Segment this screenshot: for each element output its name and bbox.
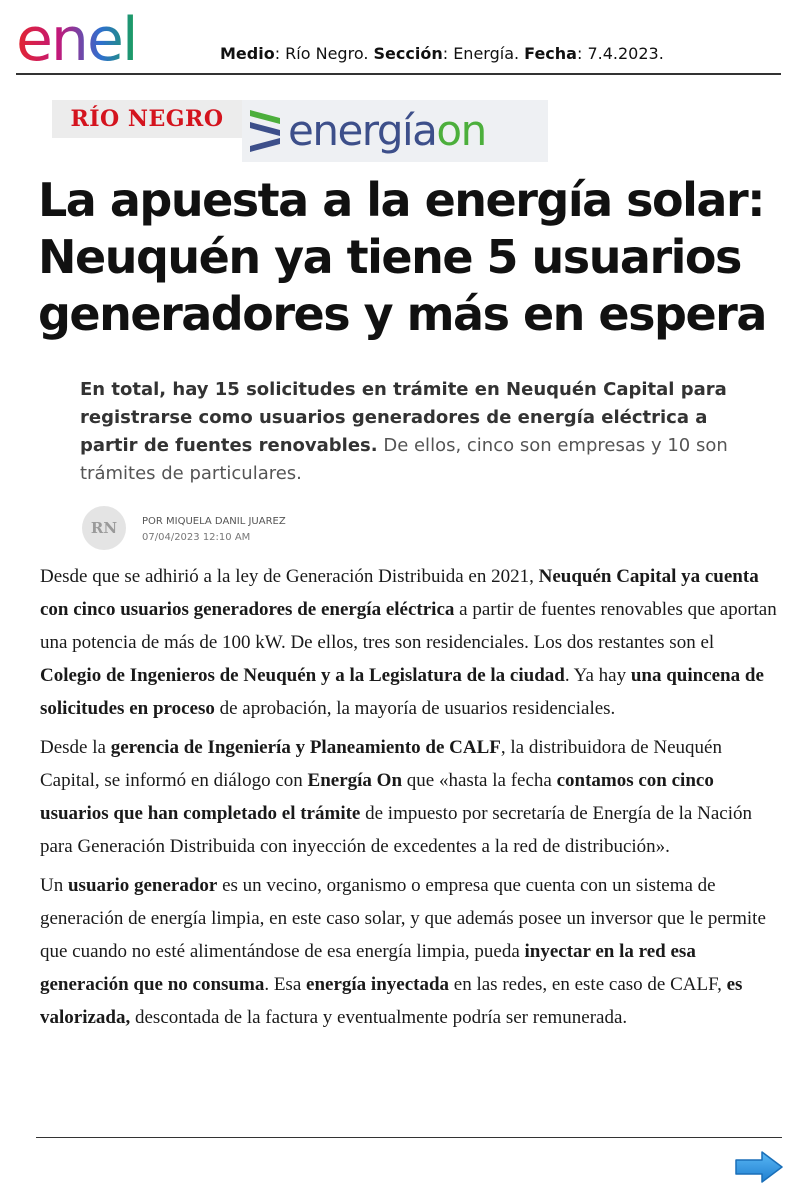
author-avatar: RN [82, 506, 126, 550]
article-lead [80, 376, 740, 488]
text-run: que «hasta la fecha [402, 770, 557, 791]
bold-run: es valorizada, [40, 974, 743, 1028]
paragraph-1 [40, 560, 780, 725]
medio-label: Medio [220, 44, 275, 63]
enel-logo-text: enel [16, 6, 137, 68]
text-run: es un vecino, organismo o empresa que cuenta con un sistema de generación de energía limpia, en este caso solar, y que además posee un inversor que le permite que cuando no esté alimentándose de esa energía limpia, pueda [40, 875, 766, 962]
lead-rest: De ellos, cinco son empresas y 10 son trámites de particulares. [80, 435, 728, 484]
text-run: de impuesto por secretaría de Energía de la Nación para Generación Distribuida con inyección de excedentes a la red de distribución». [40, 803, 752, 857]
bold-run: gerencia de Ingeniería y Planeamiento de CALF [110, 737, 501, 758]
text-run: descontada de la factura y eventualmente podría ser remunerada. [130, 1007, 628, 1028]
enel-logo [16, 6, 180, 68]
paragraph-2 [40, 731, 780, 863]
fecha-value: : 7.4.2023. [576, 44, 664, 63]
arrow-right-icon[interactable] [734, 1150, 784, 1184]
text-run: de aprobación, la mayoría de usuarios residenciales. [214, 698, 616, 719]
text-run: . Esa [264, 974, 307, 995]
bold-run: contamos con cinco usuarios que han completado el trámite [40, 770, 714, 824]
source-meta [220, 44, 664, 63]
seccion-value: : Energía. [442, 44, 525, 63]
seccion-label: Sección [373, 44, 443, 63]
energia-on-logo [242, 100, 548, 162]
article-body [40, 560, 780, 1040]
footer-divider [36, 1137, 782, 1138]
header-divider [16, 73, 781, 75]
text-run: Desde que se adhirió a la ley de Generación Distribuida en 2021, [40, 566, 539, 587]
bold-run: energía inyectada [306, 974, 450, 995]
bold-run: Energía On [307, 770, 403, 791]
paragraph-3 [40, 869, 780, 1034]
text-run: a partir de fuentes renovables que aportan una potencia de más de 100 kW. De ellos, tres son residenciales. Los dos restantes son el [40, 599, 777, 653]
lead-bold: En total, hay 15 solicitudes en trámite en Neuquén Capital para registrarse como usuarios generadores de energía eléctrica a partir de fuentes renovables. [80, 379, 727, 456]
rio-negro-logo [52, 100, 242, 138]
bold-run: inyectar en la red esa generación que no consuma [40, 941, 696, 995]
text-run: Un [40, 875, 68, 896]
energia-on-logo-text: energíaon [288, 106, 486, 155]
bold-run: Neuquén Capital ya cuenta con cinco usuarios generadores de energía eléctrica [40, 566, 759, 620]
text-run: en las redes, en este caso de CALF, [449, 974, 727, 995]
byline [142, 514, 286, 546]
author-name: POR MIQUELA DANIL JUAREZ [142, 516, 286, 527]
energia-on-mark-icon [248, 108, 282, 154]
text-run: , la distribuidora de Neuquén Capital, se informó en diálogo con [40, 737, 722, 791]
rio-negro-logo-text: RÍO NEGRO [70, 106, 224, 132]
medio-value: : Río Negro. [274, 44, 374, 63]
bold-run: usuario generador [67, 875, 218, 896]
text-run: Desde la [40, 737, 111, 758]
article-headline: La apuesta a la energía solar: Neuquén ya tiene 5 usuarios generadores y más en espera [38, 173, 766, 341]
bold-run: Colegio de Ingenieros de Neuquén y a la Legislatura de la ciudad [40, 665, 565, 686]
text-run: . Ya hay [564, 665, 631, 686]
publish-date: 07/04/2023 12:10 AM [142, 532, 251, 543]
bold-run: una quincena de solicitudes en proceso [40, 665, 764, 719]
fecha-label: Fecha [524, 44, 577, 63]
